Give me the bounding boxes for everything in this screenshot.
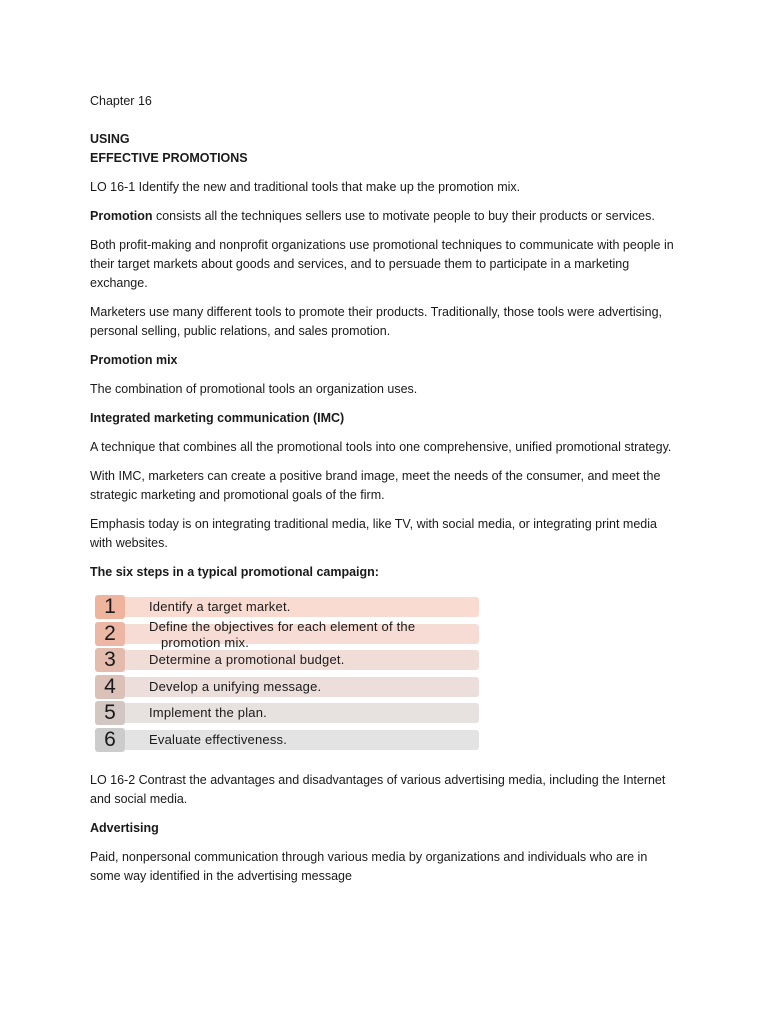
step-number: 1 <box>95 595 125 619</box>
promotional-campaign-steps <box>95 594 485 753</box>
step-text-line-1: Determine a promotional budget. <box>149 652 345 667</box>
promotion-mix-heading: Promotion mix <box>90 353 178 367</box>
advertising-definition: Paid, nonpersonal communication through various media by organizations and individuals who are in some way identified in the advertising message <box>90 850 648 883</box>
chapter-title-line-1: USING <box>90 132 130 146</box>
paragraph-marketers: Marketers use many different tools to promote their products. Traditionally, those tools were advertising, personal selling, public relations, and sales promotion. <box>90 305 663 338</box>
step-text <box>149 705 449 721</box>
paragraph-emphasis: Emphasis today is on integrating traditional media, like TV, with social media, or integrating print media with websites. <box>90 517 657 550</box>
step-row <box>95 700 485 727</box>
step-text-line-2: promotion mix. <box>161 634 250 650</box>
step-row <box>95 618 485 650</box>
learning-objective-1: LO 16-1 Identify the new and traditional tools that make up the promotion mix. <box>90 180 521 194</box>
document-page <box>90 92 680 896</box>
paragraph-with-imc: With IMC, marketers can create a positive brand image, meet the needs of the consumer, and meet the strategic marketing and promotional goals of the firm. <box>90 469 661 502</box>
chapter-title-line-2: EFFECTIVE PROMOTIONS <box>90 151 248 165</box>
step-row <box>95 594 485 621</box>
imc-definition: A technique that combines all the promotional tools into one comprehensive, unified promotional strategy. <box>90 440 672 454</box>
step-text-line-1: Evaluate effectiveness. <box>149 731 288 747</box>
step-number: 4 <box>95 675 125 699</box>
promotion-mix-definition: The combination of promotional tools an organization uses. <box>90 382 418 396</box>
step-text <box>149 599 449 615</box>
learning-objective-2: LO 16-2 Contrast the advantages and disadvantages of various advertising media, including the Internet and social media. <box>90 773 666 806</box>
chapter-title <box>90 130 680 168</box>
advertising-heading: Advertising <box>90 821 159 835</box>
chapter-label: Chapter 16 <box>90 94 152 108</box>
step-text <box>149 652 449 668</box>
step-text <box>149 732 449 748</box>
step-number: 3 <box>95 648 125 672</box>
step-number: 5 <box>95 701 125 725</box>
step-row <box>95 727 485 754</box>
imc-heading: Integrated marketing communication (IMC) <box>90 411 345 425</box>
step-number: 6 <box>95 728 125 752</box>
step-row <box>95 674 485 701</box>
step-text-line-1: Identify a target market. <box>149 599 291 614</box>
step-number: 2 <box>95 622 125 646</box>
step-text-line-1: Define the objectives for each element of the <box>149 618 416 634</box>
step-row <box>95 647 485 674</box>
paragraph-organizations: Both profit-making and nonprofit organizations use promotional techniques to communicate with people in their target markets about goods and services, and to persuade them to participate in a marketing exchange. <box>90 238 674 290</box>
promotion-definition-text: consists all the techniques sellers use to motivate people to buy their products or services. <box>152 209 655 223</box>
promotion-term: Promotion <box>90 209 153 223</box>
step-text-line-1: Develop a unifying message. <box>149 678 322 694</box>
step-text <box>149 679 449 695</box>
steps-heading: The six steps in a typical promotional campaign: <box>90 565 379 579</box>
step-text-line-1: Implement the plan. <box>149 705 267 720</box>
promotion-definition <box>90 207 680 226</box>
step-text <box>149 619 449 651</box>
